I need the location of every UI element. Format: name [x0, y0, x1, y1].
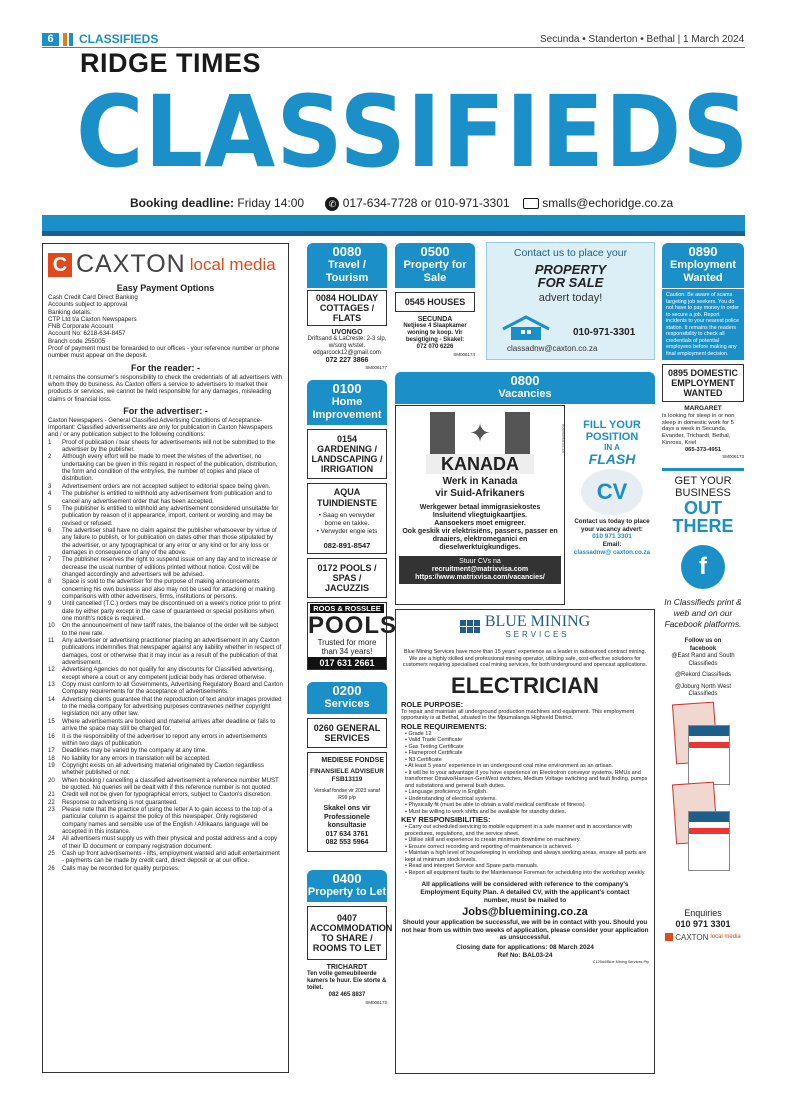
term-item: [48, 453, 283, 482]
term-number: 25: [48, 850, 55, 857]
requirement-item: • Language proficiency in English.: [405, 789, 488, 796]
responsibility-item: • Utilise skill and experience to create minimum downtime on machinery.: [405, 837, 581, 844]
ad-uvongo-body: Driftsand & LaCreste: 2-3 slp, w/sorg w/stel. edgarcock12@gmail.com: [307, 336, 387, 356]
ad-property-contact: [486, 242, 655, 360]
ad-kanada-cv-box: [399, 556, 561, 584]
ad-prop-l2: FOR SALE: [537, 275, 604, 290]
term-text: Deadlines may be varied by the company at any time.: [62, 747, 207, 755]
ad-uvongo: [307, 329, 387, 371]
requirement-item: • N3 Certificate: [405, 756, 442, 763]
cat-home: [307, 380, 387, 425]
term-number: 11: [48, 637, 55, 645]
app2: Should your application be successful, we will be in contact with you. Should you not hear from us within two weeks of application, please consider your application as unsuccessful.: [401, 919, 649, 942]
blue-mining-services: SERVICES: [505, 630, 570, 639]
term-text: Proof of publication / tear sheets for advertisements will not be submitted to the advertiser by the publisher.: [62, 438, 276, 454]
ad-roos-top: ROOS & ROSSLEE: [310, 604, 384, 613]
term-item: [48, 505, 283, 527]
follow-text: Follow us on facebook: [684, 638, 722, 652]
edition: Secunda • Standerton • Bethal: [540, 34, 675, 45]
ref-no: Ref No: BAL03-24: [497, 951, 553, 959]
cat-let-num: 0400: [332, 870, 362, 886]
term-item: [48, 733, 283, 748]
ad-kanada-cv1: Stuur CVs na: [459, 558, 501, 565]
term-item: [48, 622, 283, 637]
ad-secunda: [395, 316, 475, 358]
payment-lines: [48, 294, 283, 360]
app1: All applications will be considered with reference to the company's Employment Equity Plan. A detailed CV, with the applicant's contact number, must be mailed to: [420, 881, 630, 905]
cat-emp-num: 0890: [688, 244, 718, 259]
advertiser-intro: Caxton Newspapers - General Classified Advertising Conditions of Acceptance- Important: Classified advertisements are only for publication in Caxton Newspapers and / or any publication subject to the following conditions:: [48, 416, 273, 439]
section-title: CLASSIFIEDS: [79, 32, 159, 46]
term-text: The publisher reserves the right to suspend issue on any day and to increase or decrease the usual number of editions printed without notice. Cost will be changed accordingly and advertisers will be advised.: [62, 556, 278, 578]
booking-email: smalls@echoridge.co.za: [542, 196, 674, 210]
subcat-domestic: 0895 DOMESTIC EMPLOYMENT WANTED: [662, 364, 744, 402]
email-icon: [523, 198, 539, 209]
term-item: [48, 865, 283, 872]
term-number: 12: [48, 666, 55, 674]
print-text: In Classifieds print & web and on our Facebook platforms.: [664, 597, 742, 630]
term-number: 2: [48, 453, 52, 461]
term-text: All advertisers must supply us with their physical and postal address and a copy of their ID document or company registration document.: [62, 835, 278, 850]
term-text: Calls may be recorded for quality purposes.: [62, 864, 180, 872]
payment-line: Account No: 6218-634-8457: [48, 330, 126, 338]
ad-roos-trusted: Trusted for more than 34 years!: [317, 638, 377, 656]
ad-trichardt-title: TRICHARDT: [326, 963, 368, 971]
phone-icon: ✆: [325, 197, 339, 211]
ad-kanada-b2: Insluitend vliegtuigkaartjies.: [432, 512, 528, 519]
ad-flash: [569, 405, 655, 605]
footer-logo-text: CAXTON: [675, 932, 709, 942]
section-marker-2: [69, 33, 73, 46]
ad-kanada: [395, 405, 565, 605]
business-l2: BUSINESS: [675, 487, 731, 500]
req-title: ROLE REQUIREMENTS:: [401, 721, 487, 731]
blue-mining-logo: [401, 614, 649, 639]
cat-let-name: Property to Let: [307, 885, 387, 898]
subcat-gardening: 0154 GARDENING / LANDSCAPING / IRRIGATION: [307, 429, 387, 479]
term-number: 13: [48, 681, 55, 689]
term-number: 8: [48, 578, 52, 586]
ad-secunda-body: Netjiese 4 Slaapkamer woning te koop. Vir besigtiging - Skakel:: [403, 323, 467, 343]
advertiser-title: For the advertiser: -: [123, 405, 208, 416]
cat-services: [307, 682, 387, 714]
terms-list: [48, 439, 283, 872]
requirement-item: • Physically fit (must be able to obtain a valid medical certificate of fitness).: [405, 802, 587, 809]
cat-home-name: Home Improvement: [312, 396, 382, 421]
cat-travel: [307, 243, 387, 288]
term-number: 16: [48, 732, 55, 740]
responsibility-item: • Report all equipment faults to the Maintenance Foreman for scheduling into the workshop weekly.: [405, 869, 646, 876]
term-text: Copy must conform to all Governments, Advertising Regulatory Board and Caxton Company requirements for the acceptance of advertisements.: [62, 681, 283, 696]
ad-flash-l3: IN A: [604, 443, 620, 452]
term-item: [48, 490, 283, 505]
blue-mining-intro: Blue Mining Services have more than 15 years' experience as a leader in outsourced contract mining. We are a highly skilled and professional mining operator, utilising safe, cost-effective solutions for customers requiring specialised coal mining services, for both underground and opencast applications.: [402, 649, 648, 668]
enquiries-label: Enquiries: [684, 907, 722, 918]
ad-kanada-cv2: recruitment@matrixvisa.com: [431, 566, 529, 573]
term-number: 4: [48, 490, 52, 498]
masthead-top: RIDGE TIMES: [80, 48, 262, 78]
ad-mediese-l1: Verskaf fondse vir 2023 vanaf R99 p/p: [314, 788, 380, 801]
payment-line: Banking details:: [48, 308, 92, 316]
term-item: [48, 718, 283, 733]
ad-aqua-title: AQUA TUINDIENSTE: [316, 487, 377, 508]
term-item: [48, 600, 283, 622]
term-text: It is the responsibility of the advertiser to report any errors in advertisements within two days of publication.: [62, 732, 267, 747]
requirement-item: • Flameproof Certificate: [405, 750, 463, 757]
payment-line: Branch code 255005: [48, 337, 106, 345]
blue-mining-footnote: C125d4/Blue Mining Services Pty: [592, 959, 649, 964]
ad-flash-cv: CV: [596, 479, 628, 504]
term-item: [48, 527, 283, 556]
cat-vacancies: [395, 372, 655, 404]
page-number: 6: [47, 33, 54, 45]
term-text: Advertising Agencies do not qualify for any discounts for Classified advertising, except where a court or any competent judicial body has ordered otherwise.: [62, 666, 275, 681]
term-text: Although every effort will be made to meet the wishes of the advertiser, no undertaking can be given in this regard in respect of the publication, distribution, the form and condition of the entry/ies, the number of copies and place of distribution.: [62, 453, 278, 483]
ad-roos-phone: 017 631 2661: [308, 657, 386, 669]
ad-flash-phone: 010 971 3301: [592, 533, 632, 540]
booking-value: Friday 14:00: [237, 196, 305, 210]
term-text: The advertiser shall have no claim against the publisher whatsoever by virtue of any failure to publish, or for publication on dates other than those stipulated by the advertiser, or any typographical or any error or any kind or for any loss or damages in consequence of any of the above.: [62, 526, 277, 556]
blue-mining-name: BLUE MINING: [484, 613, 591, 630]
header-blue-bar: [42, 215, 745, 231]
ad-prop-advert: advert today!: [538, 292, 603, 304]
ad-flash-email-label: Email:: [602, 541, 622, 548]
subcat-holiday: 0084 HOLIDAY COTTAGES / FLATS: [307, 290, 387, 326]
cat-sale: [395, 243, 475, 288]
term-item: [48, 578, 283, 600]
term-text: Cash up front advertisements - lifts, employment wanted and adult entertainment - payments can be made by credit card, direct deposit or at our office.: [62, 850, 280, 865]
term-item: [48, 637, 283, 666]
term-item: [48, 755, 283, 762]
blue-mining-grid-icon: [460, 620, 480, 633]
ad-mediese-phone1: 017 634 3761: [325, 830, 369, 838]
ad-kanada-sub2: vir Suid-Afrikaners: [435, 488, 525, 499]
ad-kanada-title: KANADA: [426, 454, 534, 474]
ad-secunda-title: SECUNDA: [417, 316, 453, 323]
requirement-item: • Grade 12: [405, 730, 432, 737]
ad-flash-l1: FILL YOUR: [583, 419, 641, 431]
business-box: [662, 468, 744, 535]
payment-line: Proof of payment must be forwarded to our offices - your reference number or phone number must appear on the deposit.: [48, 345, 280, 360]
masthead: CLASSIFIEDS: [76, 74, 750, 190]
ad-kanada-b4: Ook geskik vir elektrisiëns, passers, passer en draaiers, elektromeganici en dieselwerktuigkundiges.: [402, 528, 558, 551]
cat-vacancies-num: 0800: [510, 373, 540, 388]
responsibility-item: • Read and interpret Service and Spare parts manuals.: [405, 863, 539, 870]
subcat-houses: 0545 HOUSES: [395, 292, 475, 312]
term-number: 23: [48, 805, 55, 813]
ad-kanada-b1: Werkgewer betaal immigrasiekostes: [419, 504, 541, 511]
canada-flag-icon: ✦: [430, 412, 530, 454]
cat-home-num: 0100: [332, 381, 362, 396]
caxton-logo-text: CAXTON: [76, 250, 186, 278]
fb-page-3: @Joburg North West Classifieds: [674, 683, 731, 698]
page-number-badge: [42, 33, 59, 46]
term-number: 10: [48, 622, 55, 630]
ad-margaret-phone: 065-373-4951: [684, 446, 722, 453]
term-text: Space is sold to the advertiser for the purpose of making announcements concerning his own business and also may not be used for attacking or making comparisons with other advertisers, firms, institutions or persons.: [62, 578, 275, 600]
ad-margaret-title: MARGARET: [684, 405, 722, 412]
requirements-list: [401, 731, 649, 816]
term-number: 14: [48, 695, 55, 703]
term-text: Any advertiser or advertising practitioner placing an advertisement in any Caxton publications indemnifies that newspaper against any liability whether in respect of damages, cost or otherwise that it may incur as a result of the publication of that advertisement.: [62, 637, 282, 667]
role-purpose: To repair and maintain all underground production machines and equipment. This employment opportunity is at Bethal, situated in the Mpumalanga Highveld District.: [401, 708, 635, 722]
responsibilities-list: [401, 824, 649, 876]
term-item: [48, 556, 283, 578]
term-item: [48, 835, 283, 850]
term-item: [48, 696, 283, 718]
term-text: Please note that the practice of using the letter A to gain access to the top of a particular column is against the policy of this newspaper. Only registered company names and sensible use of the English / Afrikaans language will be accepted in this instance.: [62, 805, 273, 835]
term-text: Response to advertising is not guaranteed.: [62, 798, 178, 806]
term-text: Where advertisements are booked and material arrives after deadline or fails to arrive the space may still be charged for.: [62, 717, 276, 733]
ad-flash-l2: POSITION: [585, 431, 639, 443]
term-number: 6: [48, 526, 52, 534]
term-number: 5: [48, 504, 52, 512]
term-text: The publisher is entitled to withhold any advertisement considered unsuitable for publication by reason of it appearance, import, content or wording and may be revised or refused.: [62, 504, 279, 527]
edition-line: Secunda • Standerton • Bethal | 1 March 2024: [540, 34, 745, 45]
subcat-accom: 0407 ACCOMMODATION TO SHARE / ROOMS TO LET: [307, 906, 387, 960]
reader-title: For the reader: -: [130, 362, 200, 373]
requirement-item: • Understanding of electrical systems.: [405, 795, 497, 802]
ad-prop-email: classadnw@caxton.co.za: [507, 344, 598, 353]
col2: [307, 243, 398, 1006]
ad-mediese-sub2: FSB13119: [331, 776, 363, 783]
payment-line: Cash Credit Card Direct Banking: [48, 294, 138, 301]
responsibility-item: • Maintain a high level of housekeeping in workshop and always working areas, ensure all parts are kept at minimum stock levels.: [405, 850, 647, 863]
app-email: Jobs@bluemining.co.za: [462, 906, 588, 919]
term-number: 9: [48, 600, 52, 608]
responsibility-item: • Carry out scheduled servicing to mobile equipment in a safe manner and in accordance with procedures, regulations, and the service sheet.: [405, 824, 633, 837]
ad-uvongo-ref: SM006177: [365, 365, 387, 370]
ad-trichardt-phone: 082 465 8837: [328, 991, 366, 998]
footer-logo: [662, 933, 744, 942]
booking-label: Booking deadline:: [130, 196, 235, 210]
ad-trichardt: [307, 964, 387, 1006]
business-l3: OUT: [684, 498, 722, 519]
fb-page-2: @Rekord Classifieds: [674, 672, 732, 679]
term-number: 7: [48, 556, 52, 564]
ad-trichardt-ref: SM006172: [365, 999, 387, 1005]
facebook-icon: f: [681, 545, 725, 589]
ad-secunda-ref: SM006174: [453, 352, 475, 357]
ad-roos-big: POOLS: [308, 612, 398, 639]
term-text: Until cancelled (T.C.) orders may be discontinued on a week's notice prior to print date by either party except in the case of guaranteed or special positions when one month's notice is required.: [62, 600, 281, 622]
cat-emp-name: Employment Wanted: [669, 259, 736, 284]
newspaper-stack-image: [662, 703, 744, 908]
cv-graphic-icon: [581, 469, 643, 515]
requirement-item: • Must be willing to work shifts and be available for standby duties.: [405, 808, 567, 815]
cat-let: [307, 870, 387, 902]
booking-phones: 017-634-7728 or 010-971-3301: [342, 196, 510, 210]
ad-aqua: [307, 483, 387, 554]
ad-flash-c1: Contact us today to place your vacancy advert:: [574, 518, 650, 533]
header-dark-bar: [42, 231, 745, 236]
ad-kanada-b3: Aansoekers moet emigreer.: [434, 520, 526, 527]
term-item: [48, 791, 283, 798]
ad-kanada-side: matrixvisa.co.za: [561, 424, 566, 453]
ad-prop-l1: PROPERTY: [534, 262, 607, 277]
term-number: 19: [48, 761, 55, 769]
business-l1: GET YOUR: [674, 475, 732, 488]
ad-mediese-sub1: FINANSIELE ADVISEUR: [310, 768, 384, 775]
footer-c-icon: [665, 933, 673, 941]
ad-uvongo-title: UVONGO: [331, 329, 363, 336]
term-text: Advertising clients guarantee that the reproduction of text and/or images provided to the media company for advertising purposes contravenes neither copyright legislation nor any other law.: [62, 695, 282, 718]
cat-sale-num: 0500: [420, 244, 450, 259]
term-item: [48, 483, 283, 490]
ad-roos-pools: [307, 602, 398, 670]
term-number: 3: [48, 482, 52, 490]
ad-prop-top: Contact us to place your: [513, 247, 628, 259]
ad-mediese-phone2: 082 553 5964: [325, 839, 369, 846]
term-number: 20: [48, 776, 55, 784]
payment-line: CTP Ltd t/a Caxton Newspapers: [48, 315, 137, 323]
ad-aqua-phone: 082-891-8547: [323, 541, 371, 550]
term-text: Copyright exists on all advertising material originated by Caxton regardless whether published or not.: [62, 761, 264, 777]
term-text: The publisher is entitled to withhold any advertisement from publication and to cancel any advertisement order that has been accepted.: [62, 490, 273, 505]
blue-mining-job: ELECTRICIAN: [451, 672, 599, 698]
term-text: On the announcement of new tariff rates, the balance of the order will be subject to the new rate.: [62, 622, 279, 637]
caxton-c-icon: C: [48, 253, 72, 277]
ad-flash-l4: FLASH: [588, 451, 636, 467]
col5: [662, 243, 744, 942]
term-item: [48, 681, 283, 696]
ad-mediese-title: MEDIESE FONDSE: [321, 757, 384, 764]
requirement-item: • At least 5 years' experience in an underground coal mine environment as an artisan.: [405, 763, 614, 770]
ad-blue-mining: [395, 609, 655, 1074]
cat-services-num: 0200: [332, 683, 362, 698]
term-text: Credit will not be given for typographical errors, subject to Caxton's discretion.: [62, 791, 272, 799]
caution-box: Caution: Be aware of scams targeting job seekers. You do not have to pay money in order to secure a job. Report incidents to your nearest police station. It remains the readers responsibility to check all credentials of potential employees before making any final employment decision.: [662, 289, 744, 360]
term-text: When booking / cancelling a classified advertisement a reference number MUST be quoted. No queries will be dealt with if this reference number is not quoted.: [62, 776, 279, 791]
responsibility-item: • Ensure correct recording and reporting of maintenance is achieved.: [405, 843, 573, 850]
term-item: [48, 762, 283, 777]
caxton-logo-sub: local media: [189, 254, 276, 274]
caxton-terms-box: [42, 243, 289, 1073]
term-number: 15: [48, 717, 55, 725]
ad-margaret-body: Is looking for sleep in or non sleep in domestic work for 5 days a week in Secunda, Evander, Trichardt, Bethal, Kinross, Kriel: [662, 412, 735, 446]
booking-bar: [130, 195, 673, 211]
term-number: 24: [48, 835, 55, 843]
caxton-logo: [48, 250, 283, 279]
term-item: [48, 439, 283, 454]
fb-page-1: @East Rand and South Classifieds: [671, 653, 735, 667]
role-purpose-title: ROLE PURPOSE:: [401, 699, 464, 709]
ad-aqua-l2: • Verwyder engie iets: [316, 528, 378, 535]
cat-sale-name: Property for Sale: [403, 259, 467, 284]
cat-travel-num: 0080: [332, 244, 362, 259]
term-text: No liability for any errors in translation will be accepted.: [62, 754, 211, 762]
requirement-item: • It will be to your advantage if you have experience on Electrotron conveyor systems, RMUs and transformer Dinaivo/Hansen-GenWest switches, Medium Voltage switching and fault finding, pumps and substations and general bush duties.: [405, 769, 648, 789]
ad-margaret-ref: SM006173: [722, 453, 744, 459]
cat-services-name: Services: [324, 698, 370, 710]
term-item: [48, 666, 283, 681]
house-icon: [501, 315, 551, 341]
issue-date: 1 March 2024: [683, 34, 745, 45]
subcat-general: 0260 GENERAL SERVICES: [307, 718, 387, 748]
requirement-item: • Valid Trade Certificate: [405, 737, 463, 744]
ad-uvongo-phone: 072 227 3866: [325, 357, 369, 364]
closing-date: Closing date for applications: 08 March 2024: [456, 943, 594, 951]
term-number: 21: [48, 791, 55, 799]
term-item: [48, 799, 283, 806]
ad-prop-phone: 010-971-3301: [573, 327, 636, 338]
ad-mediese: [307, 752, 387, 852]
footer-logo-sub: local media: [710, 934, 741, 941]
requirement-item: • Gas Testing Certificate: [405, 743, 464, 750]
subcat-pools: 0172 POOLS / SPAS / JACUZZIS: [307, 558, 387, 598]
ad-flash-email: classadnw@ caxton.co.za: [573, 548, 651, 556]
payment-line: Accounts subject to approval: [48, 301, 128, 309]
term-item: [48, 777, 283, 792]
term-text: Advertisement orders are not accepted subject to editorial space being given.: [62, 482, 271, 490]
term-number: 17: [48, 747, 55, 755]
ad-trichardt-body: Ten volle gemeubileerde kamers te huur. Eie storte & toilet.: [307, 970, 387, 991]
payment-title: Easy Payment Options: [116, 283, 215, 293]
term-number: 1: [48, 438, 52, 446]
section-marker: [63, 33, 67, 46]
col3-top: [395, 243, 475, 358]
reader-text: It remains the consumer's responsibility to check the credentials of all advertisers with whom they do business. As Caxton offers a service to advertisers to market their products or services, we cannot be held responsible for any damages, misleading claims or financial loss.: [48, 373, 283, 403]
ad-kanada-sub1: Werk in Kanada: [442, 476, 518, 487]
ad-margaret: [662, 406, 744, 460]
payment-line: FNB Corporate Account: [48, 323, 114, 331]
term-item: [48, 806, 283, 835]
cat-travel-name: Travel / Tourism: [325, 259, 369, 284]
resp-title: KEY RESPONSIBILITIES:: [401, 815, 491, 825]
term-number: 18: [48, 754, 55, 762]
cat-emp-wanted: [662, 243, 744, 288]
enquiries-phone: 010 971 3301: [675, 918, 731, 929]
ad-kanada-cv3: https://www.matrixvisa.com/vacancies/: [415, 574, 545, 581]
business-l4: THERE: [672, 516, 734, 537]
term-item: [48, 747, 283, 754]
ad-secunda-phone: 072 070 6226: [416, 344, 454, 350]
term-number: 22: [48, 798, 55, 806]
term-item: [48, 850, 283, 865]
ad-aqua-l1: • Saag en verwyder borne en takke.: [318, 512, 376, 527]
term-number: 26: [48, 864, 55, 872]
ad-mediese-l2: Skakel ons vir Professionele konsultasie: [323, 805, 371, 829]
cat-vacancies-name: Vacancies: [498, 388, 552, 400]
